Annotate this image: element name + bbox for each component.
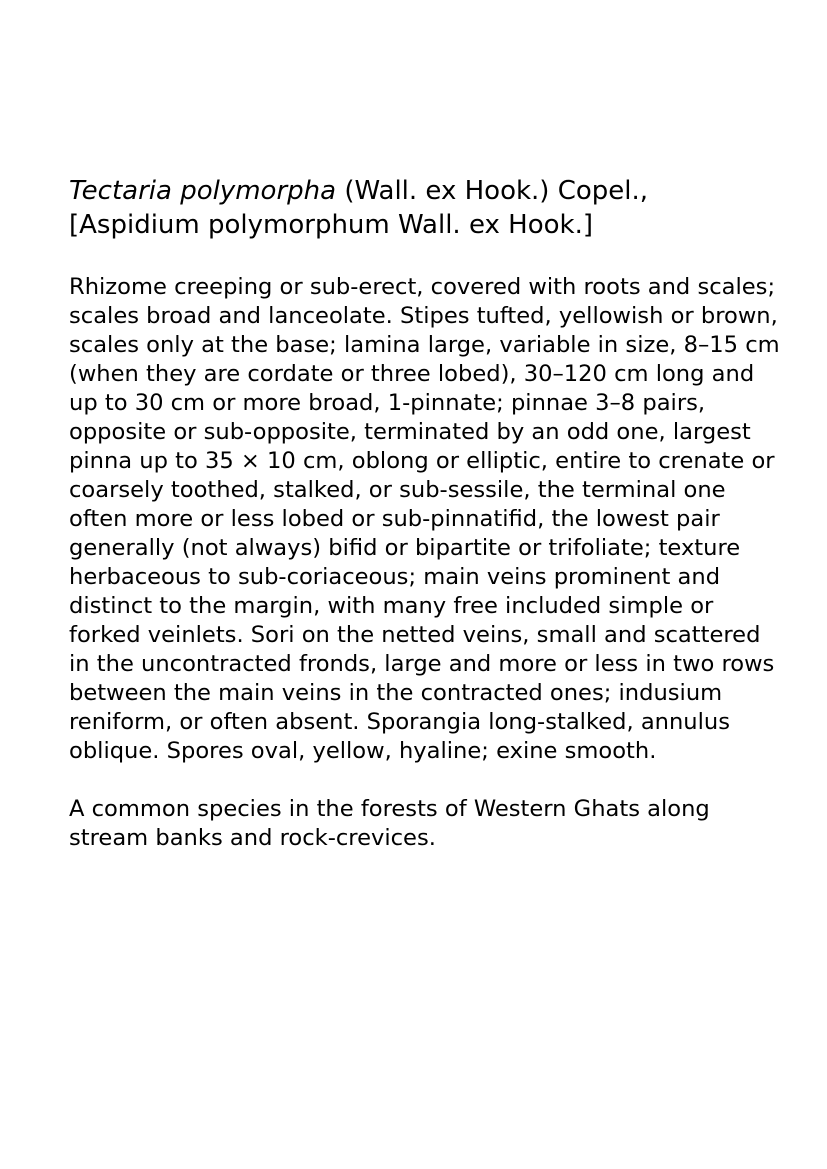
species-heading — [69, 174, 784, 242]
description-paragraph: Rhizome creeping or sub-erect, covered with roots and scales; scales broad and lanceolate. Stipes tufted, yellowish or brown, scales only at the base; lamina large, variable in size, 8–15 cm (when they are cordate or three lobed), 30–120 cm long and up to 30 cm or more broad, 1-pinnate; pinnae 3–8 pairs, opposite or sub-opposite, terminated by an odd one, largest pinna up to 35 × 10 cm, oblong or elliptic, entire to crenate or coarsely toothed, stalked, or sub-sessile, the terminal one often more or less lobed or sub-pinnatifid, the lowest pair generally (not always) bifid or bipartite or trifoliate; texture herbaceous to sub-coriaceous; main veins prominent and distinct to the margin, with many free included simple or forked veinlets. Sori on the netted veins, small and scattered in the uncontracted fronds, large and more or less in two rows between the main veins in the contracted ones; indusium reniform, or often absent. Sporangia long-stalked, annulus oblique. Spores oval, yellow, hyaline; exine smooth. — [69, 274, 780, 764]
document-page — [69, 174, 784, 853]
species-synonym: [Aspidium polymorphum Wall. ex Hook.] — [69, 210, 593, 240]
species-name: Tectaria polymorpha — [69, 176, 337, 206]
species-authority: (Wall. ex Hook.) Copel., — [336, 176, 649, 206]
habitat-paragraph: A common species in the forests of Western Ghats along stream banks and rock-crevices. — [69, 796, 710, 851]
